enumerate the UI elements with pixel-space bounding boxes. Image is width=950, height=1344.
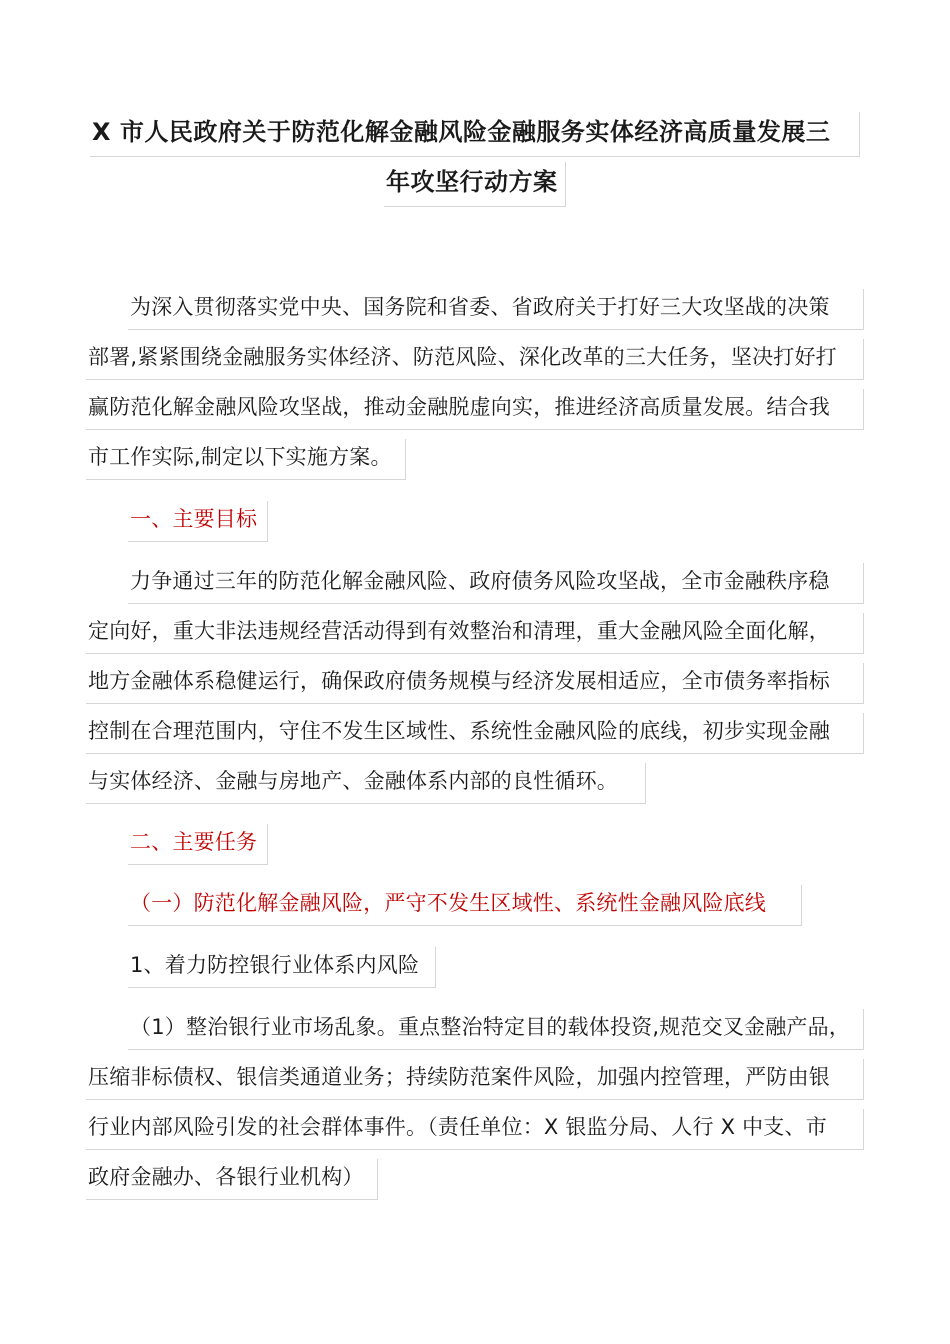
intro-line-3: 赢防范化解金融风险攻坚战，推动金融脱虚向实，推进经济高质量发展。结合我 [86,389,864,430]
goals-line-1: 力争通过三年的防范化解金融风险、政府债务风险攻坚战，全市金融秩序稳 [128,563,864,604]
goals-line-5: 与实体经济、金融与房地产、金融体系内部的良性循环。 [86,763,646,804]
item-body-line-1: （1）整治银行业市场乱象。重点整治特定目的载体投资,规范交叉金融产品， [128,1009,864,1050]
item-heading-banking-risk: 1、着力防控银行业体系内风险 [128,947,436,988]
section-heading-main-tasks: 二、主要任务 [128,824,268,865]
item-body-line-4: 政府金融办、各银行业机构） [86,1159,378,1200]
subsection-heading-financial-risk: （一）防范化解金融风险，严守不发生区域性、系统性金融风险底线 [128,885,802,926]
goals-line-2: 定向好，重大非法违规经营活动得到有效整治和清理，重大金融风险全面化解， [86,613,864,654]
item-body-line-3: 行业内部风险引发的社会群体事件。（责任单位：X 银监分局、人行 X 中支、市 [86,1109,864,1150]
document-title-line-2: 年攻坚行动方案 [384,162,566,207]
goals-line-3: 地方金融体系稳健运行，确保政府债务规模与经济发展相适应，全市债务率指标 [86,663,864,704]
document-title-line-1: X 市人民政府关于防范化解金融风险金融服务实体经济高质量发展三 [90,112,860,157]
item-body-line-2: 压缩非标债权、银信类通道业务；持续防范案件风险，加强内控管理，严防由银 [86,1059,864,1100]
intro-line-2: 部署,紧紧围绕金融服务实体经济、防范风险、深化改革的三大任务，坚决打好打 [86,339,864,380]
intro-line-1: 为深入贯彻落实党中央、国务院和省委、省政府关于打好三大攻坚战的决策 [128,289,864,330]
section-heading-main-goals: 一、主要目标 [128,501,268,542]
goals-line-4: 控制在合理范围内，守住不发生区域性、系统性金融风险的底线，初步实现金融 [86,713,864,754]
intro-line-4: 市工作实际,制定以下实施方案。 [86,439,406,480]
